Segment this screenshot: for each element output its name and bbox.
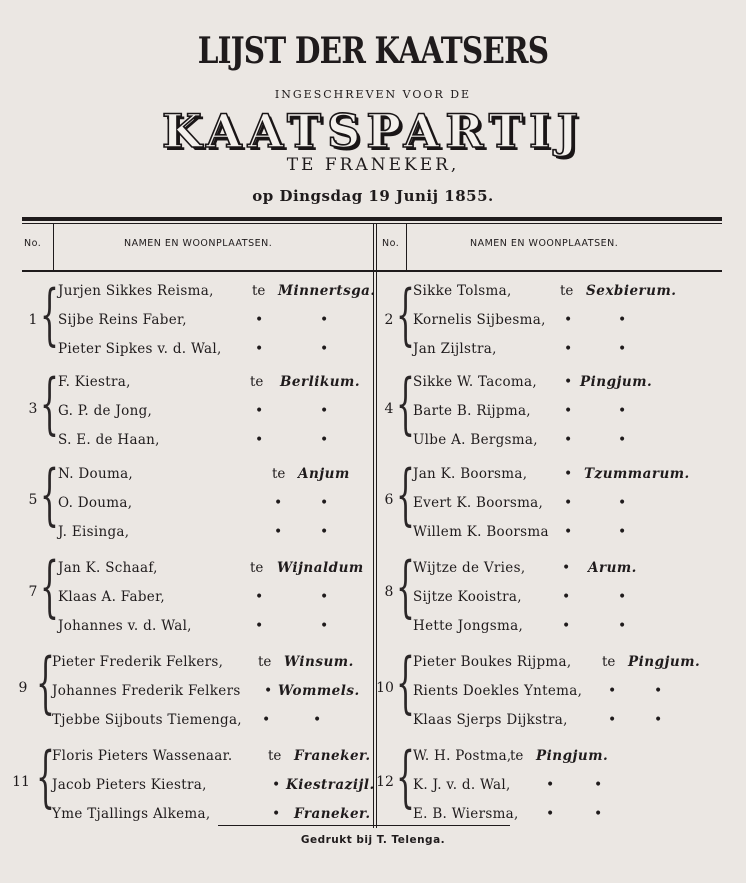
ditto-mark: • <box>255 341 264 357</box>
player-name: Evert K. Boorsma, <box>413 495 544 511</box>
ditto-mark: • <box>546 806 555 822</box>
page-subtitle: INGESCHREVEN VOOR DE <box>274 88 472 101</box>
town-name: Pingjum. <box>536 748 609 764</box>
ditto-mark: • <box>564 403 573 419</box>
group-brace: { <box>396 548 415 625</box>
town-name: Wijnaldum <box>277 560 364 576</box>
town-name: Kiestrazijl. <box>286 777 375 793</box>
te-label: te <box>250 374 264 390</box>
player-name: Sikke Tolsma, <box>413 283 512 299</box>
player-name: E. B. Wiersma, <box>413 806 519 822</box>
column-header-no-right: No. <box>382 238 400 249</box>
town-name: Tzummarum. <box>584 466 690 482</box>
ditto-mark: • <box>618 589 627 605</box>
ditto-mark: • <box>562 589 571 605</box>
column-header-no-left: No. <box>24 238 42 249</box>
player-name: Willem K. Boorsma <box>413 524 549 540</box>
group-brace: { <box>396 738 415 815</box>
town-name: Pingjum. <box>628 654 701 670</box>
player-name: Kornelis Sijbesma, <box>413 312 546 328</box>
group-brace: { <box>396 365 415 442</box>
player-name: Johannes Frederik Felkers <box>52 683 241 699</box>
group-number: 4 <box>384 401 394 417</box>
group-brace: { <box>396 456 415 533</box>
town-name: Winsum. <box>284 654 354 670</box>
ditto-mark: • <box>320 589 329 605</box>
te-label: te <box>510 748 524 764</box>
te-label: te <box>268 748 282 764</box>
ditto-mark: • <box>255 589 264 605</box>
te-label: te <box>252 283 266 299</box>
group-brace: { <box>40 276 59 353</box>
bottom-rule <box>218 825 510 826</box>
group-brace: { <box>36 644 55 721</box>
town-name: Anjum <box>298 466 350 482</box>
group-number: 11 <box>12 774 30 790</box>
player-name: Jan K. Schaaf, <box>58 560 158 576</box>
ditto-mark: • <box>320 432 329 448</box>
player-name: Pieter Frederik Felkers, <box>52 654 224 670</box>
player-name: Rients Doekles Yntema, <box>413 683 583 699</box>
town-name: Franeker. <box>294 748 371 764</box>
group-number: 3 <box>28 401 38 417</box>
group-brace: { <box>36 738 55 815</box>
player-name: Johannes v. d. Wal, <box>58 618 192 634</box>
ditto-mark: • <box>320 312 329 328</box>
player-name: Floris Pieters Wassenaar. <box>52 748 233 764</box>
group-number: 12 <box>376 774 394 790</box>
town-name: Berlikum. <box>280 374 361 390</box>
ditto-mark: • <box>618 432 627 448</box>
group-number: 7 <box>28 584 38 600</box>
town-name: Sexbierum. <box>586 283 677 299</box>
town-name: Arum. <box>588 560 637 576</box>
player-name: Jacob Pieters Kiestra, <box>52 777 207 793</box>
ditto-mark: • <box>274 495 283 511</box>
player-name: Hette Jongsma, <box>413 618 524 634</box>
ditto-mark: • <box>564 374 573 390</box>
te-label: te <box>602 654 616 670</box>
player-name: F. Kiestra, <box>58 374 131 390</box>
town-name: Minnertsga. <box>278 283 376 299</box>
event-place: TE FRANEKER, <box>286 155 460 175</box>
group-number: 9 <box>18 680 28 696</box>
ditto-mark: • <box>255 618 264 634</box>
player-name: Pieter Sipkes v. d. Wal, <box>58 341 222 357</box>
event-title: KAATSPARTIJ <box>161 104 585 158</box>
town-name: Pingjum. <box>580 374 653 390</box>
group-number: 8 <box>384 584 394 600</box>
ditto-mark: • <box>255 312 264 328</box>
ditto-mark: • <box>594 806 603 822</box>
ditto-mark: • <box>618 618 627 634</box>
ditto-mark: • <box>564 341 573 357</box>
ditto-mark: • <box>255 403 264 419</box>
top-rule-thick <box>22 217 722 221</box>
player-name: Klaas A. Faber, <box>58 589 165 605</box>
ditto-mark: • <box>618 524 627 540</box>
ditto-mark: • <box>608 683 617 699</box>
ditto-mark: • <box>618 403 627 419</box>
town-name: Franeker. <box>294 806 371 822</box>
player-name: Pieter Boukes Rijpma, <box>413 654 572 670</box>
player-name: Wijtze de Vries, <box>413 560 526 576</box>
ditto-mark: • <box>255 432 264 448</box>
printer-credit: Gedrukt bij T. Telenga. <box>300 834 446 846</box>
ditto-mark: • <box>564 524 573 540</box>
ditto-mark: • <box>320 495 329 511</box>
player-name: Barte B. Rijpma, <box>413 403 531 419</box>
player-name: G. P. de Jong, <box>58 403 153 419</box>
column-divider-right <box>406 224 407 270</box>
player-name: J. Eisinga, <box>58 524 130 540</box>
ditto-mark: • <box>562 618 571 634</box>
te-label: te <box>560 283 574 299</box>
ditto-mark: • <box>546 777 555 793</box>
ditto-mark: • <box>654 683 663 699</box>
player-name: Sijtze Kooistra, <box>413 589 522 605</box>
group-number: 1 <box>28 312 38 328</box>
player-name: Jurjen Sikkes Reisma, <box>58 283 214 299</box>
column-divider-middle <box>373 224 374 828</box>
ditto-mark: • <box>320 524 329 540</box>
top-rule-thin <box>22 223 722 224</box>
ditto-mark: • <box>264 683 273 699</box>
column-header-names-right: NAMEN EN WOONPLAATSEN. <box>470 238 619 249</box>
player-name: S. E. de Haan, <box>58 432 160 448</box>
group-brace: { <box>40 548 59 625</box>
group-brace: { <box>396 644 415 721</box>
player-name: O. Douma, <box>58 495 133 511</box>
player-name: Klaas Sjerps Dijkstra, <box>413 712 568 728</box>
ditto-mark: • <box>594 777 603 793</box>
group-brace: { <box>396 276 415 353</box>
group-number: 2 <box>384 312 394 328</box>
ditto-mark: • <box>618 341 627 357</box>
ditto-mark: • <box>618 495 627 511</box>
ditto-mark: • <box>320 403 329 419</box>
ditto-mark: • <box>564 312 573 328</box>
group-brace: { <box>40 456 59 533</box>
player-name: Ulbe A. Bergsma, <box>413 432 538 448</box>
player-name: Jan Zijlstra, <box>413 341 497 357</box>
player-name: K. J. v. d. Wal, <box>413 777 511 793</box>
ditto-mark: • <box>272 806 281 822</box>
ditto-mark: • <box>313 712 322 728</box>
ditto-mark: • <box>320 618 329 634</box>
ditto-mark: • <box>320 341 329 357</box>
te-label: te <box>250 560 264 576</box>
player-name: N. Douma, <box>58 466 134 482</box>
group-number: 5 <box>28 492 38 508</box>
group-brace: { <box>40 365 59 442</box>
player-name: W. H. Postma, <box>413 748 512 764</box>
column-divider-left <box>53 224 54 270</box>
town-name: Wommels. <box>278 683 360 699</box>
ditto-mark: • <box>262 712 271 728</box>
player-name: Tjebbe Sijbouts Tiemenga, <box>52 712 242 728</box>
player-name: Sikke W. Tacoma, <box>413 374 537 390</box>
ditto-mark: • <box>274 524 283 540</box>
ditto-mark: • <box>654 712 663 728</box>
ditto-mark: • <box>272 777 281 793</box>
header-rule <box>22 270 722 272</box>
te-label: te <box>272 466 286 482</box>
player-name: Sijbe Reins Faber, <box>58 312 187 328</box>
page-title: LIJST DER KAATSERS <box>197 30 549 72</box>
ditto-mark: • <box>564 432 573 448</box>
ditto-mark: • <box>564 466 573 482</box>
ditto-mark: • <box>564 495 573 511</box>
column-header-names-left: NAMEN EN WOONPLAATSEN. <box>124 238 273 249</box>
player-name: Yme Tjallings Alkema, <box>52 806 211 822</box>
group-number: 6 <box>384 492 394 508</box>
ditto-mark: • <box>562 560 571 576</box>
column-divider-middle-2 <box>376 224 377 828</box>
player-name: Jan K. Boorsma, <box>413 466 528 482</box>
group-number: 10 <box>376 680 394 696</box>
te-label: te <box>258 654 272 670</box>
ditto-mark: • <box>608 712 617 728</box>
ditto-mark: • <box>618 312 627 328</box>
event-date: op Dingsdag 19 Junij 1855. <box>252 187 494 205</box>
